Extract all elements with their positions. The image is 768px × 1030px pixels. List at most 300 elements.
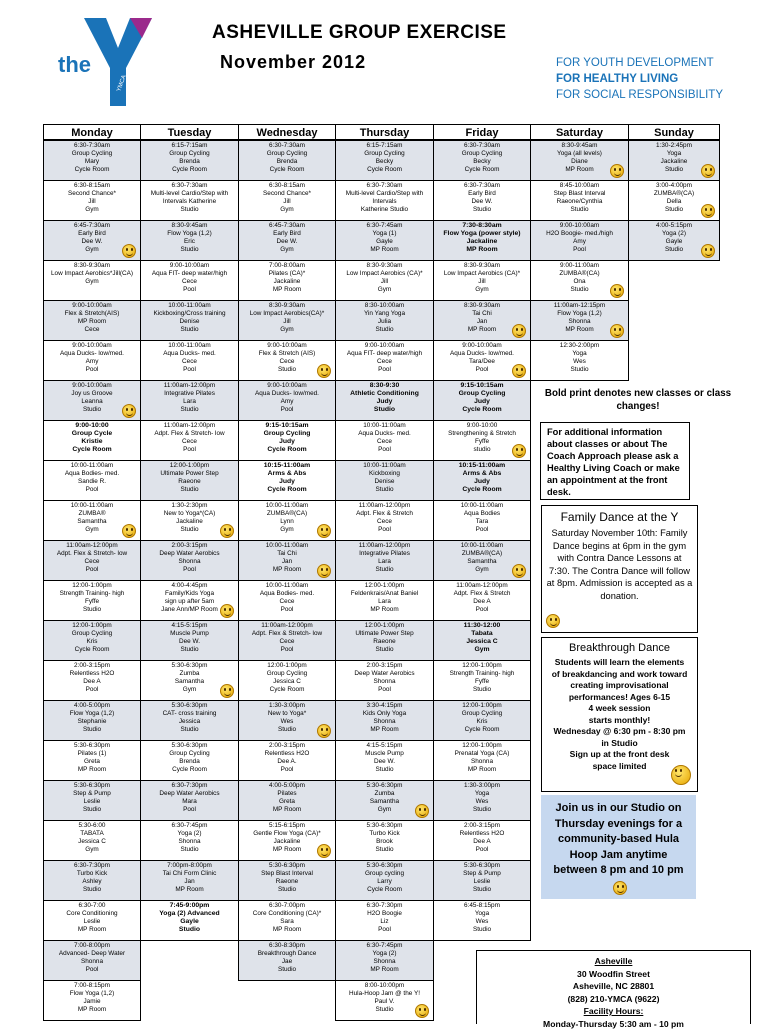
class-line: 12:00-1:00pm <box>141 462 238 470</box>
class-line: Intervals <box>336 198 433 206</box>
class-cell <box>335 220 434 261</box>
class-line: Yoga (1) <box>336 230 433 238</box>
class-line: Low Impact Aerobics*Jill(CA) <box>44 270 140 278</box>
class-line: Jackaline <box>629 158 719 166</box>
class-line: Gayle <box>141 918 238 926</box>
class-line: MP Room <box>44 1006 140 1014</box>
class-line: Amy <box>239 398 335 406</box>
class-line: 10:00-11:00am <box>336 422 433 430</box>
class-line: Kickboxing/Cross training <box>141 310 238 318</box>
smiley-icon <box>610 164 624 178</box>
class-line: Cycle Room <box>336 886 433 894</box>
class-line: Aqua Ducks- med. <box>141 350 238 358</box>
class-cell <box>238 500 336 541</box>
day-header: Friday <box>433 124 531 140</box>
class-line: 8:00-10:00pm <box>336 982 433 990</box>
breakthrough-line: in Studio <box>546 738 693 750</box>
class-line: Studio <box>531 206 628 214</box>
class-line: Dee W. <box>44 238 140 246</box>
class-cell <box>238 260 336 301</box>
class-line: Becky <box>336 158 433 166</box>
class-line: Pool <box>44 686 140 694</box>
class-line: Aqua Ducks- low/med. <box>239 390 335 398</box>
class-line: Studio <box>141 406 238 414</box>
class-line: 7:00-8:15pm <box>44 982 140 990</box>
breakthrough-dance-box <box>541 637 698 792</box>
class-line: 4:00-5:00pm <box>44 702 140 710</box>
class-line: Katherine Studio <box>336 206 433 214</box>
class-cell <box>530 180 629 221</box>
class-cell <box>140 660 239 701</box>
class-line: Pilates (CA)* <box>239 270 335 278</box>
class-line: MP Room <box>336 246 433 254</box>
class-line: MP Room <box>239 566 335 574</box>
class-cell <box>335 500 434 541</box>
class-cell <box>43 540 141 581</box>
class-line: Gym <box>44 246 140 254</box>
class-line: 6:15-7:15am <box>336 142 433 150</box>
class-line: 6:30-7:30am <box>44 142 140 150</box>
class-line: Group Cycling <box>239 430 335 438</box>
class-line: Gym <box>434 646 530 654</box>
class-line: Low Impact Aerobics(CA)* <box>239 310 335 318</box>
class-line: Fyffe <box>434 678 530 686</box>
class-line: Cycle Room <box>239 486 335 494</box>
class-line: Dee A. <box>239 758 335 766</box>
class-line: ZUMBA®(CA) <box>629 190 719 198</box>
class-line: MP Room <box>336 726 433 734</box>
class-line: Cycle Room <box>141 766 238 774</box>
class-line: Family/Kids Yoga <box>141 590 238 598</box>
class-line: Cece <box>336 518 433 526</box>
class-cell <box>43 740 141 781</box>
class-line: Group cycling <box>336 870 433 878</box>
class-line: Gym <box>44 206 140 214</box>
class-line: 9:00-10:00am <box>44 342 140 350</box>
class-line: Cycle Room <box>239 166 335 174</box>
class-line: Diane <box>531 158 628 166</box>
class-line: Studio <box>336 406 433 414</box>
breakthrough-title: Breakthrough Dance <box>546 641 693 655</box>
class-line: Pool <box>239 646 335 654</box>
class-line: Pool <box>531 246 628 254</box>
class-line: 9:00-11:00am <box>531 262 628 270</box>
class-line: MP Room <box>239 806 335 814</box>
tagline-line: FOR YOUTH DEVELOPMENT <box>556 55 723 71</box>
class-line: Zumba <box>336 790 433 798</box>
class-cell <box>43 220 141 261</box>
class-line: Tabata <box>434 630 530 638</box>
class-line: 5:30-6:30pm <box>336 822 433 830</box>
class-line: Gym <box>336 286 433 294</box>
class-cell <box>238 380 336 421</box>
class-line: Early Bird <box>434 190 530 198</box>
class-line: Cycle Room <box>44 646 140 654</box>
smiley-icon <box>317 564 331 578</box>
class-line: Gayle <box>629 238 719 246</box>
class-cell <box>238 900 336 941</box>
class-cell <box>140 500 239 541</box>
branch-name: Asheville <box>481 955 746 968</box>
tagline-line: FOR HEALTHY LIVING <box>556 71 723 87</box>
class-cell <box>238 660 336 701</box>
class-line: Mara <box>141 798 238 806</box>
class-cell <box>140 460 239 501</box>
class-line: Yoga <box>629 150 719 158</box>
svg-text:YMCA: YMCA <box>116 74 128 92</box>
class-line: Deep Water Aerobics <box>141 550 238 558</box>
class-line: ZUMBA®(CA) <box>239 510 335 518</box>
day-column <box>530 124 629 140</box>
class-line: 7:00-8:00am <box>239 262 335 270</box>
class-line: Tai Chi <box>434 310 530 318</box>
class-cell <box>238 220 336 261</box>
class-line: Leanna <box>44 398 140 406</box>
class-line: Flow Yoga (power style) <box>434 230 530 238</box>
class-cell <box>335 740 434 781</box>
class-line: Second Chance* <box>44 190 140 198</box>
class-line: Muscle Pump <box>336 750 433 758</box>
class-line: Raeone <box>336 638 433 646</box>
class-cell <box>238 140 336 181</box>
class-line: Pool <box>434 606 530 614</box>
class-line: Pool <box>336 366 433 374</box>
class-line: Aqua FIT- deep water/high <box>336 350 433 358</box>
class-cell <box>43 180 141 221</box>
class-line: 4:00-5:15pm <box>629 222 719 230</box>
breakthrough-body <box>546 657 693 772</box>
class-line: Gym <box>141 686 238 694</box>
class-cell <box>238 700 336 741</box>
day-column <box>433 124 531 140</box>
class-line: 5:30-6:30pm <box>336 862 433 870</box>
class-line: Turbo Kick <box>44 870 140 878</box>
class-line: Tai Chi <box>239 550 335 558</box>
class-line: 3:30-4:15pm <box>336 702 433 710</box>
class-cell <box>140 340 239 381</box>
class-cell <box>335 820 434 861</box>
class-line: 2:00-3:15pm <box>336 662 433 670</box>
class-cell <box>140 300 239 341</box>
class-cell <box>433 300 531 341</box>
class-line: 6:30-7:30pm <box>336 902 433 910</box>
class-cell <box>43 860 141 901</box>
class-line: Samantha <box>336 798 433 806</box>
class-line: Group Cycling <box>239 670 335 678</box>
class-line: Pool <box>141 566 238 574</box>
class-line: Pool <box>434 366 530 374</box>
class-line: Jan <box>239 558 335 566</box>
day-header: Sunday <box>628 124 720 140</box>
class-line: Shonna <box>141 558 238 566</box>
class-line: Raeone/Cynthia <box>531 198 628 206</box>
class-line: Shonna <box>336 958 433 966</box>
class-line: Pool <box>336 446 433 454</box>
class-line: 9:00-10:00am <box>239 342 335 350</box>
class-line: 2:00-3:15pm <box>239 742 335 750</box>
class-line: 10:00-11:00am <box>44 502 140 510</box>
class-line: Early Bird <box>239 230 335 238</box>
class-line: Muscle Pump <box>141 630 238 638</box>
class-line: 4:15-5:15pm <box>336 742 433 750</box>
class-line: Studio <box>239 886 335 894</box>
class-line: Pool <box>44 366 140 374</box>
class-line: Yin Yang Yoga <box>336 310 433 318</box>
class-cell <box>530 260 629 301</box>
class-line: CAT- cross training <box>141 710 238 718</box>
class-line: Eric <box>141 238 238 246</box>
class-line: ZUMBA® <box>44 510 140 518</box>
class-cell <box>43 380 141 421</box>
class-line: 8:30-9:45am <box>531 142 628 150</box>
class-line: Step & Pump <box>44 790 140 798</box>
class-cell <box>43 140 141 181</box>
class-line: 9:15-10:15am <box>239 422 335 430</box>
breakthrough-line: starts monthly! <box>546 715 693 727</box>
class-line: Studio <box>434 806 530 814</box>
class-line: 6:30-7:45pm <box>141 822 238 830</box>
class-line: Fyffe <box>44 598 140 606</box>
class-cell <box>335 260 434 301</box>
class-line: Gentle Flow Yoga (CA)* <box>239 830 335 838</box>
class-line: Group Cycling <box>239 150 335 158</box>
smiley-icon <box>610 284 624 298</box>
class-line: Ona <box>531 278 628 286</box>
class-line: Sandie R. <box>44 478 140 486</box>
class-cell <box>140 260 239 301</box>
class-line: Pool <box>141 286 238 294</box>
breakthrough-line: performances! Ages 6-15 <box>546 692 693 704</box>
class-line: Dee W. <box>239 238 335 246</box>
class-line: 9:00-10:00am <box>141 262 238 270</box>
class-line: Jill <box>44 198 140 206</box>
class-line: Studio <box>336 486 433 494</box>
class-line: 1:30-3:00pm <box>239 702 335 710</box>
class-cell <box>238 820 336 861</box>
class-line: Yoga <box>434 910 530 918</box>
class-line: 2:00-3:15pm <box>44 662 140 670</box>
class-line: 8:30-9:30am <box>44 262 140 270</box>
class-line: Low Impact Aerobics (CA)* <box>336 270 433 278</box>
class-line: Aqua Ducks- med. <box>336 430 433 438</box>
class-line: 11:00am-12:00pm <box>336 542 433 550</box>
class-line: 11:00am-12:00pm <box>141 382 238 390</box>
class-line: Jamie <box>44 998 140 1006</box>
hula-body: Join us in our Studio on Thursday evenings for a community-based Hula Hoop Jam anytime between 8 pm and 10 pm <box>547 801 690 879</box>
class-line: 10:00-11:00am <box>44 462 140 470</box>
class-cell <box>43 620 141 661</box>
class-line: 10:00-11:00am <box>141 302 238 310</box>
class-line: Dee W. <box>336 758 433 766</box>
class-line: Cycle Room <box>239 686 335 694</box>
class-cell <box>433 660 531 701</box>
class-line: 6:45-8:15pm <box>434 902 530 910</box>
class-line: Studio <box>141 846 238 854</box>
class-line: Group Cycling <box>336 150 433 158</box>
class-line: 11:30-12:00 <box>434 622 530 630</box>
breakthrough-line: Students will learn the elements <box>546 657 693 669</box>
class-line: Aqua Ducks- low/med. <box>44 350 140 358</box>
class-cell <box>335 900 434 941</box>
smiley-icon <box>512 564 526 578</box>
class-line: 9:00-10:00am <box>531 222 628 230</box>
class-line: Pool <box>239 406 335 414</box>
class-cell <box>43 780 141 821</box>
day-header: Saturday <box>530 124 629 140</box>
class-line: 9:15-10:15am <box>434 382 530 390</box>
class-line: Cycle Room <box>434 406 530 414</box>
class-line: Shonna <box>336 678 433 686</box>
class-line: 5:30-6:30pm <box>141 742 238 750</box>
class-line: 8:30-9:30am <box>239 302 335 310</box>
class-line: 10:00-11:00am <box>434 502 530 510</box>
class-cell <box>433 140 531 181</box>
class-line: Dee A <box>434 598 530 606</box>
smiley-icon <box>671 765 691 785</box>
class-line: Aqua FIT- deep water/high <box>141 270 238 278</box>
class-line: 12:30-2:00pm <box>531 342 628 350</box>
class-line: Group Cycling <box>434 150 530 158</box>
breakthrough-line: 4 week session <box>546 703 693 715</box>
class-line: Kickboxing <box>336 470 433 478</box>
class-line: Multi-level Cardio/Step with <box>336 190 433 198</box>
hula-hoop-box <box>541 795 696 899</box>
smiley-icon <box>415 804 429 818</box>
class-cell <box>433 620 531 661</box>
class-line: Denise <box>336 478 433 486</box>
class-cell <box>433 220 531 261</box>
class-line: Group Cycling <box>434 710 530 718</box>
smiley-icon <box>122 404 136 418</box>
class-line: Aqua Bodies <box>434 510 530 518</box>
class-cell <box>238 300 336 341</box>
class-line: 11:00am-12:00pm <box>336 502 433 510</box>
class-line: Group Cycling <box>44 150 140 158</box>
class-line: 5:30-6:30pm <box>141 702 238 710</box>
class-cell <box>433 580 531 621</box>
class-cell <box>335 780 434 821</box>
class-line: Pool <box>336 686 433 694</box>
class-cell <box>628 180 720 221</box>
class-line: Studio <box>434 926 530 934</box>
bold-print-note: Bold print denotes new classes or class changes! <box>538 387 738 413</box>
class-line: 9:00-10:00am <box>434 342 530 350</box>
class-cell <box>140 220 239 261</box>
class-line: Tara <box>434 518 530 526</box>
class-line: Jessica <box>141 718 238 726</box>
class-line: Gym <box>434 566 530 574</box>
class-line: Early Bird <box>44 230 140 238</box>
class-line: 12:00-1:00pm <box>239 662 335 670</box>
class-line: Gym <box>336 806 433 814</box>
class-line: Studio <box>44 886 140 894</box>
class-line: 5:30-6:30pm <box>239 862 335 870</box>
class-line: Kristie <box>44 438 140 446</box>
class-cell <box>530 140 629 181</box>
class-line: 10:15-11:00am <box>434 462 530 470</box>
class-cell <box>140 540 239 581</box>
smiley-icon <box>220 684 234 698</box>
class-cell <box>335 180 434 221</box>
class-line: sign up after 5am <box>141 598 238 606</box>
smiley-icon <box>317 524 331 538</box>
class-cell <box>140 780 239 821</box>
class-line: Pool <box>44 486 140 494</box>
class-line: Shonna <box>44 958 140 966</box>
class-line: 9:00-10:00am <box>336 342 433 350</box>
phone: (828) 210-YMCA (9622) <box>481 993 746 1006</box>
class-line: Turbo Kick <box>336 830 433 838</box>
class-line: Leslie <box>44 918 140 926</box>
class-line: Cece <box>239 358 335 366</box>
class-cell <box>43 940 141 981</box>
class-line: Deep Water Aerobics <box>141 790 238 798</box>
class-line: 11:00am-12:00pm <box>141 422 238 430</box>
class-line: 5:30-6:30pm <box>141 662 238 670</box>
class-line: Kris <box>434 718 530 726</box>
class-line: Samantha <box>434 558 530 566</box>
class-line: Cycle Room <box>434 166 530 174</box>
class-line: Deep Water Aerobics <box>336 670 433 678</box>
breakthrough-line: Wednesday @ 6:30 pm - 8:30 pm <box>546 726 693 738</box>
class-line: 12:00-1:00pm <box>434 702 530 710</box>
class-line: 9:00-10:00am <box>239 382 335 390</box>
class-line: Studio <box>141 246 238 254</box>
class-cell <box>335 140 434 181</box>
class-line: Studio <box>141 926 238 934</box>
class-line: Studio <box>239 966 335 974</box>
class-line: Judy <box>434 478 530 486</box>
class-line: Jill <box>434 278 530 286</box>
class-line: Jessica C <box>434 638 530 646</box>
class-line: Lynn <box>239 518 335 526</box>
class-line: 9:00-10:00 <box>434 422 530 430</box>
class-line: Greta <box>239 798 335 806</box>
class-cell <box>140 820 239 861</box>
class-line: Step Blast Interval <box>531 190 628 198</box>
class-cell <box>335 380 434 421</box>
class-cell <box>335 580 434 621</box>
class-line: 5:30-6:30pm <box>44 782 140 790</box>
class-line: 12:00-1:00pm <box>434 742 530 750</box>
class-cell <box>433 260 531 301</box>
class-line: Della <box>629 198 719 206</box>
class-line: Dee A <box>44 678 140 686</box>
class-line: 10:15-11:00am <box>239 462 335 470</box>
class-line: MP Room <box>239 926 335 934</box>
class-line: Arms & Abs <box>434 470 530 478</box>
class-cell <box>335 940 434 981</box>
class-cell <box>140 860 239 901</box>
class-line: Flow Yoga (1,2) <box>44 990 140 998</box>
class-line: Studio <box>336 566 433 574</box>
page-title: ASHEVILLE GROUP EXERCISE <box>212 22 507 44</box>
class-line: Samantha <box>44 518 140 526</box>
family-dance-box <box>541 505 698 633</box>
class-line: 9:00-10:00am <box>44 302 140 310</box>
class-line: Studio <box>141 486 238 494</box>
smiley-icon <box>610 324 624 338</box>
class-line: Adpt. Flex & Stretch- low <box>141 430 238 438</box>
class-line: Aqua Ducks- low/med. <box>434 350 530 358</box>
class-line: 6:30-8:15am <box>239 182 335 190</box>
class-line: 9:00-10:00am <box>44 382 140 390</box>
class-line: Cece <box>141 438 238 446</box>
class-line: Lara <box>141 398 238 406</box>
class-line: 6:30-7:30am <box>141 182 238 190</box>
class-cell <box>335 620 434 661</box>
class-line: Hula-Hoop Jam @ the Y! <box>336 990 433 998</box>
